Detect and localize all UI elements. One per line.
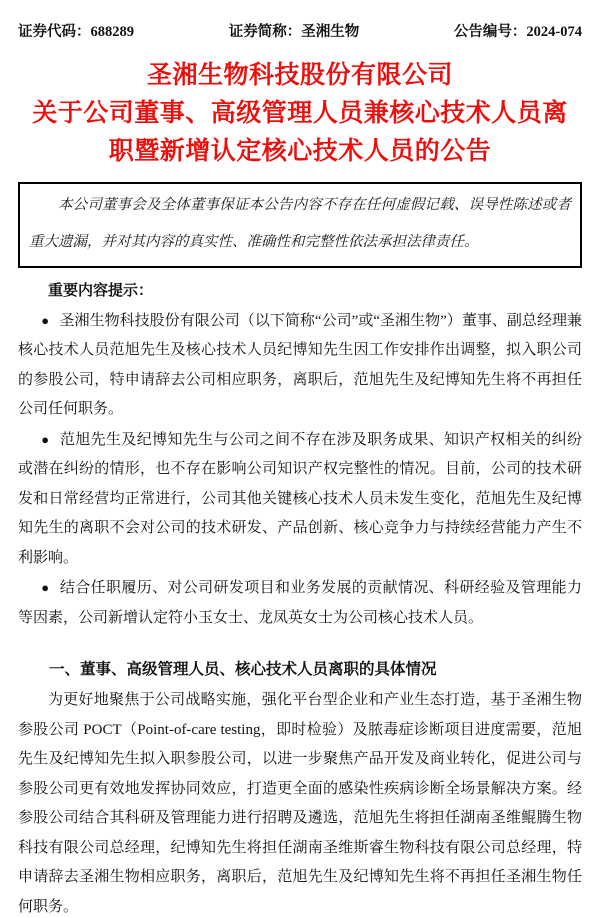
securities-info-header [18, 22, 582, 42]
title-line-3: 职暨新增认定核心技术人员的公告 [108, 137, 492, 165]
bullet-marker: ● [41, 580, 50, 595]
stock-name-value: 圣湘生物 [301, 24, 360, 40]
notice-bullet-item-2 [18, 425, 582, 574]
stock-code [18, 22, 134, 42]
section-1-heading: 一、董事、高级管理人员、核心技术人员离职的具体情况 [49, 661, 437, 678]
title-line-1: 圣湘生物科技股份有限公司 [146, 61, 453, 89]
bullet-marker: ● [41, 312, 50, 328]
bullet-marker: ● [41, 431, 50, 447]
notice-bullet-text-2: 范旭先生及纪博知先生与公司之间不存在涉及职务成果、知识产权相关的纠纷或潜在纠纷的情形，也不存在影响公司知识产权完整性的情况。目前，公司的技术研发和日常经营均正常进行，公司其他关键核心技术人员未发生变化，范旭先生及纪博知先生的离职不会对公司的技术研发、产品创新、核心竞争力与持续经营能力产生不利影响。 [18, 431, 582, 566]
stock-code-label: 证券代码： [18, 24, 91, 40]
notice-bullet-text-1: 圣湘生物科技股份有限公司（以下简称“公司”或“圣湘生物”）董事、副总经理兼核心技术人员范旭先生及核心技术人员纪博知先生因工作安排作出调整，拟入职公司的参股公司，特申请辞去公司相应职务，离职后，范旭先生及纪博知先生将不再担任公司任何职务。 [18, 312, 582, 417]
notice-bullet-text-3: 结合任职履历、对公司研发项目和业务发展的贡献情况、科研经验及管理能力等因素，公司新增认定符小玉女士、龙凤英女士为公司核心技术人员。 [18, 580, 582, 626]
notice-bullet-item-3 [18, 573, 582, 633]
important-notice-heading: 重要内容提示： [48, 282, 154, 299]
announcement-title [18, 56, 582, 170]
stock-code-value: 688289 [90, 24, 134, 40]
board-disclaimer-text: 本公司董事会及全体董事保证本公告内容不存在任何虚假记载、误导性陈述或者重大遗漏，并对其内容的真实性、准确性和完整性依法承担法律责任。 [29, 197, 571, 250]
board-disclaimer-box [18, 182, 582, 268]
notice-bullet-item-1 [18, 306, 582, 425]
stock-name-label: 证券简称： [228, 24, 302, 40]
title-line-2: 关于公司董事、高级管理人员兼核心技术人员离 [32, 99, 568, 127]
announcement-number [454, 22, 582, 42]
announcement-number-value: 2024-074 [526, 24, 582, 40]
stock-name [229, 22, 360, 42]
section-1-paragraph: 为更好地聚焦于公司战略实施，强化平台型企业和产业生态打造，基于圣湘生物参股公司 POCT（Point-of-care testing，即时检验）及脓毒症诊断项目进度需要，范旭先生及纪博知先生拟入职参股公司，以进一步聚焦产品开发及商业转化，促进公司与参股公司更有效地发挥协同效应，打造更全面的感染性疾病诊断全场景解决方案。经参股公司结合其科研及管理能力进行招聘及遴选，范旭先生将担任湖南圣维鲲腾生物科技有限公司总经理，纪博知先生将担任湖南圣维斯睿生物科技有限公司总经理，特申请辞去圣湘生物相应职务，离职后，范旭先生及纪博知先生将不再担任圣湘生物任何职务。 [18, 692, 582, 915]
announcement-number-label: 公告编号： [453, 24, 527, 40]
